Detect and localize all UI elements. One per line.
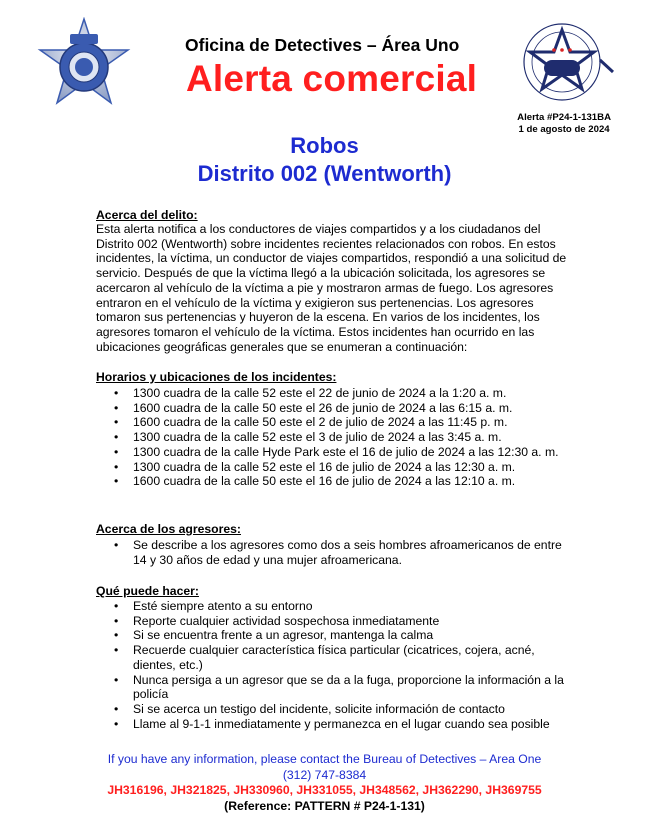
pattern-reference: (Reference: PATTERN # P24-1-131) bbox=[224, 798, 425, 813]
crime-title: Robos bbox=[290, 133, 359, 158]
document-title bbox=[0, 132, 649, 188]
about-crime-body: Esta alerta notifica a los conductores de viajes compartidos y a los ciudadanos del Distrito 002 (Wentworth) sobre incidentes recientes relacionados con robos. En estos incidentes, la víctima, un conductor de viajes compartidos, respondió a una solicitud de servicio. Después de que la víctima llegó a la ubicación solicitada, los agresores se acercaron al vehículo de la víctima a pie y mostraron armas de fuego. Los agresores entraron en el vehículo de la víctima y exigieron sus pertenencias. Los agresores tomaron sus pertenencias y huyeron de la escena. En varios de los incidentes, los agresores tomaron el vehículo de la víctima. Estos incidentes han ocurrido en las ubicaciones geográficas generales que se enumeran a continuación: bbox=[96, 222, 567, 354]
list-item: • Si se encuentra frente a un agresor, mantenga la calma bbox=[96, 628, 576, 643]
list-item: • Nunca persiga a un agresor que se da a la fuga, proporcione la información a la policía bbox=[96, 673, 576, 702]
contact-phone: (312) 747-8384 bbox=[282, 767, 367, 782]
contact-line: If you have any information, please contact the Bureau of Detectives – Area One bbox=[107, 752, 542, 766]
incidents-heading: Horarios y ubicaciones de los incidentes: bbox=[96, 370, 337, 384]
list-item: • Recuerde cualquier característica física particular (cicatrices, cojera, acné, dientes, etc.) bbox=[96, 643, 576, 672]
list-item: • Reporte cualquier actividad sospechosa inmediatamente bbox=[96, 614, 576, 629]
list-item: • 1300 cuadra de la calle 52 este el 22 de junio de 2024 a la 1:20 a. m. bbox=[96, 386, 576, 401]
chicago-police-star-badge-icon bbox=[36, 17, 132, 113]
about-crime-heading: Acerca del delito: bbox=[96, 208, 198, 222]
list-item: • 1600 cuadra de la calle 50 este el 26 de junio de 2024 a las 6:15 a. m. bbox=[96, 401, 576, 416]
list-item: • 1600 cuadra de la calle 50 este el 16 de julio de 2024 a las 12:10 a. m. bbox=[96, 474, 576, 489]
incidents-list bbox=[96, 386, 576, 489]
offenders-list bbox=[96, 538, 576, 567]
footer bbox=[0, 752, 649, 814]
district-title: Distrito 002 (Wentworth) bbox=[197, 161, 452, 186]
list-item: • 1300 cuadra de la calle 52 este el 16 de julio de 2024 a las 12:30 a. m. bbox=[96, 460, 576, 475]
office-title: Oficina de Detectives – Área Uno bbox=[185, 35, 460, 55]
list-item: • Si se acerca un testigo del incidente, solicite información de contacto bbox=[96, 702, 576, 717]
alert-date: 1 de agosto de 2024 bbox=[518, 124, 610, 135]
offenders-heading: Acerca de los agresores: bbox=[96, 522, 241, 536]
alert-number: Alerta #P24-1-131BA bbox=[517, 112, 611, 123]
case-numbers: JH316196, JH321825, JH330960, JH331055, JH348562, JH362290, JH369755 bbox=[107, 783, 542, 797]
list-item: • Esté siempre atento a su entorno bbox=[96, 599, 576, 614]
caps-star-logo-icon bbox=[514, 16, 614, 112]
list-item: • 1300 cuadra de la calle Hyde Park este el 16 de julio de 2024 a las 12:30 a. m. bbox=[96, 445, 576, 460]
list-item: • 1300 cuadra de la calle 52 este el 3 de julio de 2024 a las 3:45 a. m. bbox=[96, 430, 576, 445]
what-to-do-list bbox=[96, 599, 576, 731]
list-item: • Se describe a los agresores como dos a seis hombres afroamericanos de entre 14 y 30 años de edad y una mujer afroamericana. bbox=[96, 538, 576, 567]
list-item: • Llame al 9-1-1 inmediatamente y permanezca en el lugar cuando sea posible bbox=[96, 717, 576, 732]
list-item: • 1600 cuadra de la calle 50 este el 2 de julio de 2024 a las 11:45 p. m. bbox=[96, 415, 576, 430]
what-to-do-heading: Qué puede hacer: bbox=[96, 584, 199, 598]
alert-type-title: Alerta comercial bbox=[186, 58, 478, 99]
